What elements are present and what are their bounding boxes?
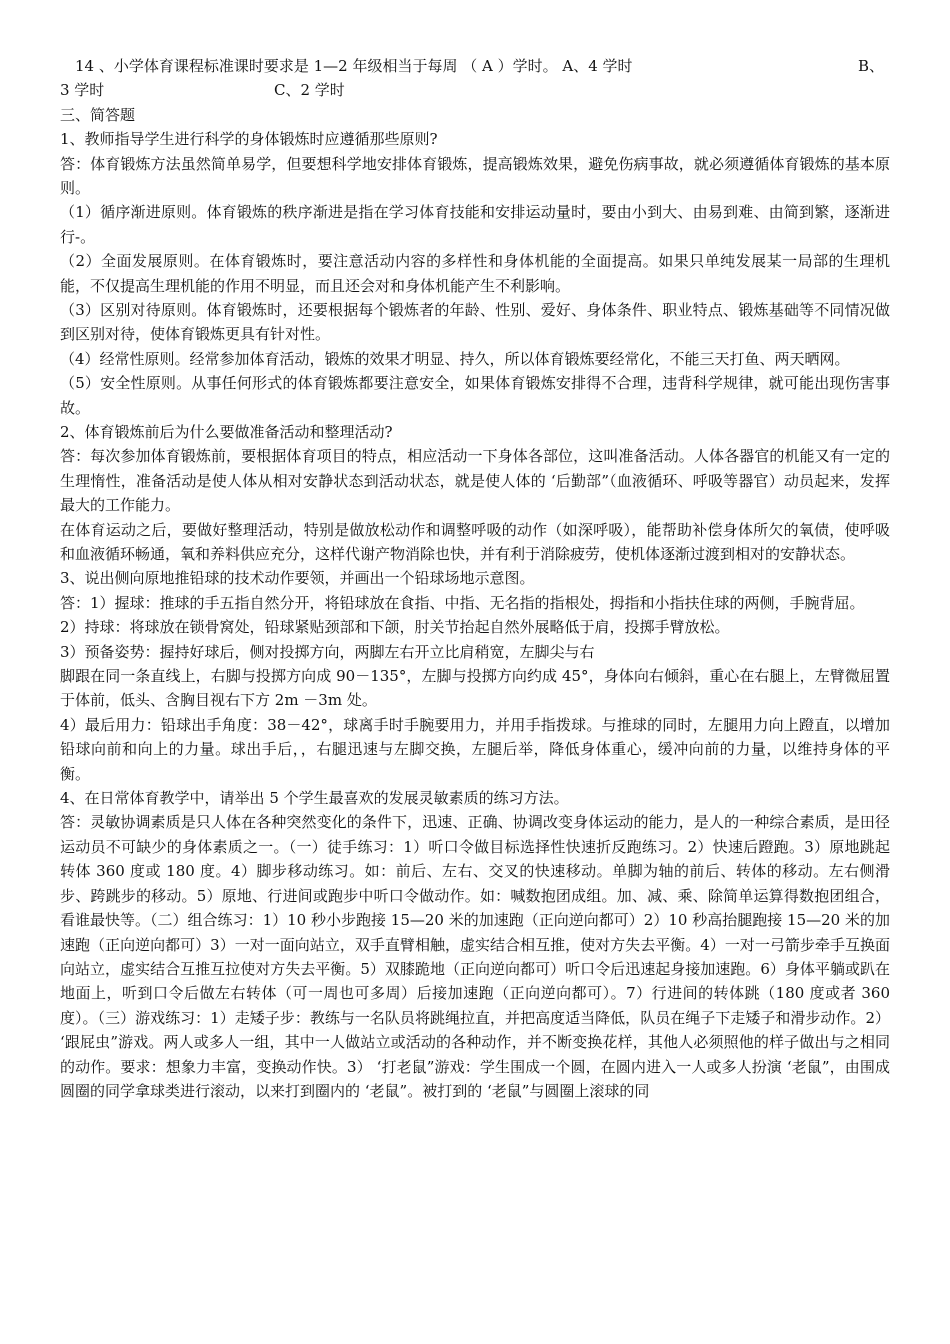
question-14-line bbox=[60, 54, 890, 78]
question-3-final-force: 4）最后用力：铅球出手角度：38－42°，球离手时手腕要用力，并用手指拨球。与推球的同时，左腿用力向上蹬直，以增加铅球向前和向上的力量。球出手后，，右腿迅速与左脚交换，左腿后举，降低身体重心，缓冲向前的力量，以维持身体的平衡。 bbox=[60, 715, 890, 783]
question-14-text: 14 、小学体育课程标准课时要求是 1—2 年级相当于每周 （ A ）学时。 A、4 学时 bbox=[75, 57, 633, 75]
question-3-grip: 答：1）握球：推球的手五指自然分开，将铅球放在食指、中指、无名指的指根处，拇指和小指扶住球的两侧，手腕背屈。 bbox=[60, 593, 865, 612]
question-4-title: 4、在日常体育教学中，请举出 5 个学生最喜欢的发展灵敏素质的练习方法。 bbox=[60, 789, 569, 808]
question-1-item-3: （3）区别对待原则。体育锻炼时，还要根据每个锻炼者的年龄、性别、爱好、身体条件、职业特点、锻炼基础等不同情况做到区别对待，使体育锻炼更具有针对性。 bbox=[60, 301, 890, 344]
question-3-ready-stance-cont: 脚跟在同一条直线上，右脚与投掷方向成 90－135°，左脚与投掷方向约成 45°，身体向右倾斜，重心在右腿上，左臂微屈置于体前，低头、含胸目视右下方 2m －3m 处。 bbox=[60, 667, 890, 710]
question-1-item-2: （2）全面发展原则。在体育锻炼时，要注意活动内容的多样性和身体机能的全面提高。如果只单纯发展某一局部的生理机能，不仅提高生理机能的作用不明显，而且还会对和身体机能产生不利影响。 bbox=[60, 252, 890, 295]
question-1-answer: 答：体育锻炼方法虽然简单易学，但要想科学地安排体育锻炼，提高锻炼效果，避免伤病事故，就必须遵循体育锻炼的基本原则。 bbox=[60, 154, 890, 197]
question-1-item-1: （1）循序渐进原则。体育锻炼的秩序渐进是指在学习体育技能和安排运动量时，要由小到大、由易到难、由简到繁，逐渐进行-。 bbox=[60, 203, 890, 246]
question-2-title: 2、体育锻炼前后为什么要做准备活动和整理活动? bbox=[60, 423, 393, 442]
question-3-ready-stance: 3）预备姿势：握持好球后，侧对投掷方向，两脚左右开立比肩稍宽，左脚尖与右 bbox=[60, 642, 595, 661]
question-14-option-b: B、 bbox=[858, 57, 885, 75]
question-1-title: 1、教师指导学生进行科学的身体锻炼时应遵循那些原则? bbox=[60, 130, 438, 149]
question-1-item-5: （5）安全性原则。从事任何形式的体育锻炼都要注意安全，如果体育锻炼安排得不合理，违背科学规律，就可能出现伤害事故。 bbox=[60, 374, 890, 417]
question-3-title: 3、说出侧向原地推铅球的技术动作要领，并画出一个铅球场地示意图。 bbox=[60, 569, 535, 588]
question-14-option-c: C、2 学时 bbox=[274, 81, 345, 100]
document-content bbox=[60, 54, 890, 1103]
question-4-answer: 答：灵敏协调素质是只人体在各种突然变化的条件下，迅速、正确、协调改变身体运动的能力，是人的一种综合素质，是田径运动员不可缺少的身体素质之一。（一）徒手练习：1）听口令做目标选择性快速折反跑练习。2）快速后蹬跑。3）原地跳起转体 360 度或 180 度。4）脚步移动练习。如：前后、左右、交叉的快速移动。单脚为轴的前后、转体的移动。左右侧滑步、跨跳步的移动。5）原地、行进间或跑步中听口令做动作。如：喊数抱团成组。加、减、乘、除简单运算得数抱团组合，看谁最快等。（二）组合练习：1）10 秒小步跑接 15—20 米的加速跑（正向逆向都可）2）10 秒高抬腿跑接 15—20 米的加速跑（正向逆向都可）3）一对一面向站立，双手直臂相触，虚实结合相互推，使对方失去平衡。4）一对一弓箭步牵手互换面向站立，虚实结合互推互拉使对方失去平衡。5）双膝跪地（正向逆向都可）听口令后迅速起身接加速跑。6）身体平躺或趴在地面上，听到口令后做左右转体（可一周也可多周）后接加速跑（正向逆向都可）。7）行进间的转体跳（180 度或者 360 度）。（三）游戏练习：1）走矮子步：教练与一名队员将跳绳拉直，并把高度适当降低，队员在绳子下走矮子和滑步动作。2） ‘跟屁虫”游戏。两人或多人一组，其中一人做站立或活动的各种动作，并不断变换花样，其他人必须照他的样子做出与之相同的动作。要求：想象力丰富，变换动作快。3） ‘打老鼠”游戏：学生围成一个圆，在圆内进入一人或多人扮演 ‘老鼠”，由围成圆圈的同学拿球类进行滚动，以来打到圈内的 ‘老鼠”。被打到的 ‘老鼠”与圆圈上滚球的同 bbox=[60, 813, 890, 1100]
question-2-answer-part-2: 在体育运动之后，要做好整理活动，特别是做放松动作和调整呼吸的动作（如深呼吸），能帮助补偿身体所欠的氧债，使呼吸和血液循环畅通，氧和养料供应充分，这样代谢产物消除也快，并有利于消除疲劳，使机体逐渐过渡到相对的安静状态。 bbox=[60, 520, 890, 564]
question-14-option-b-cont: 3 学时 bbox=[60, 81, 105, 100]
question-1-item-4: （4）经常性原则。经常参加体育活动，锻炼的效果才明显、持久，所以体育锻炼要经常化，不能三天打鱼、两天晒网。 bbox=[60, 349, 850, 368]
section-title: 三、简答题 bbox=[60, 105, 136, 124]
question-3-hold: 2）持球：将球放在锁骨窝处，铅球紧贴颈部和下颌，肘关节抬起自然外展略低于肩，投掷手臂放松。 bbox=[60, 618, 730, 637]
question-14-options-row bbox=[60, 78, 890, 102]
question-2-answer-part-1: 答：每次参加体育锻炼前，要根据体育项目的特点，相应活动一下身体各部位，这叫准备活动。人体各器官的机能又有一定的生理惰性，准备活动是使人体从相对安静状态到活动状态，就是使人体的 ‘后勤部”（血液循环、呼吸等器官）动员起来，发挥最大的工作能力。 bbox=[60, 447, 890, 515]
